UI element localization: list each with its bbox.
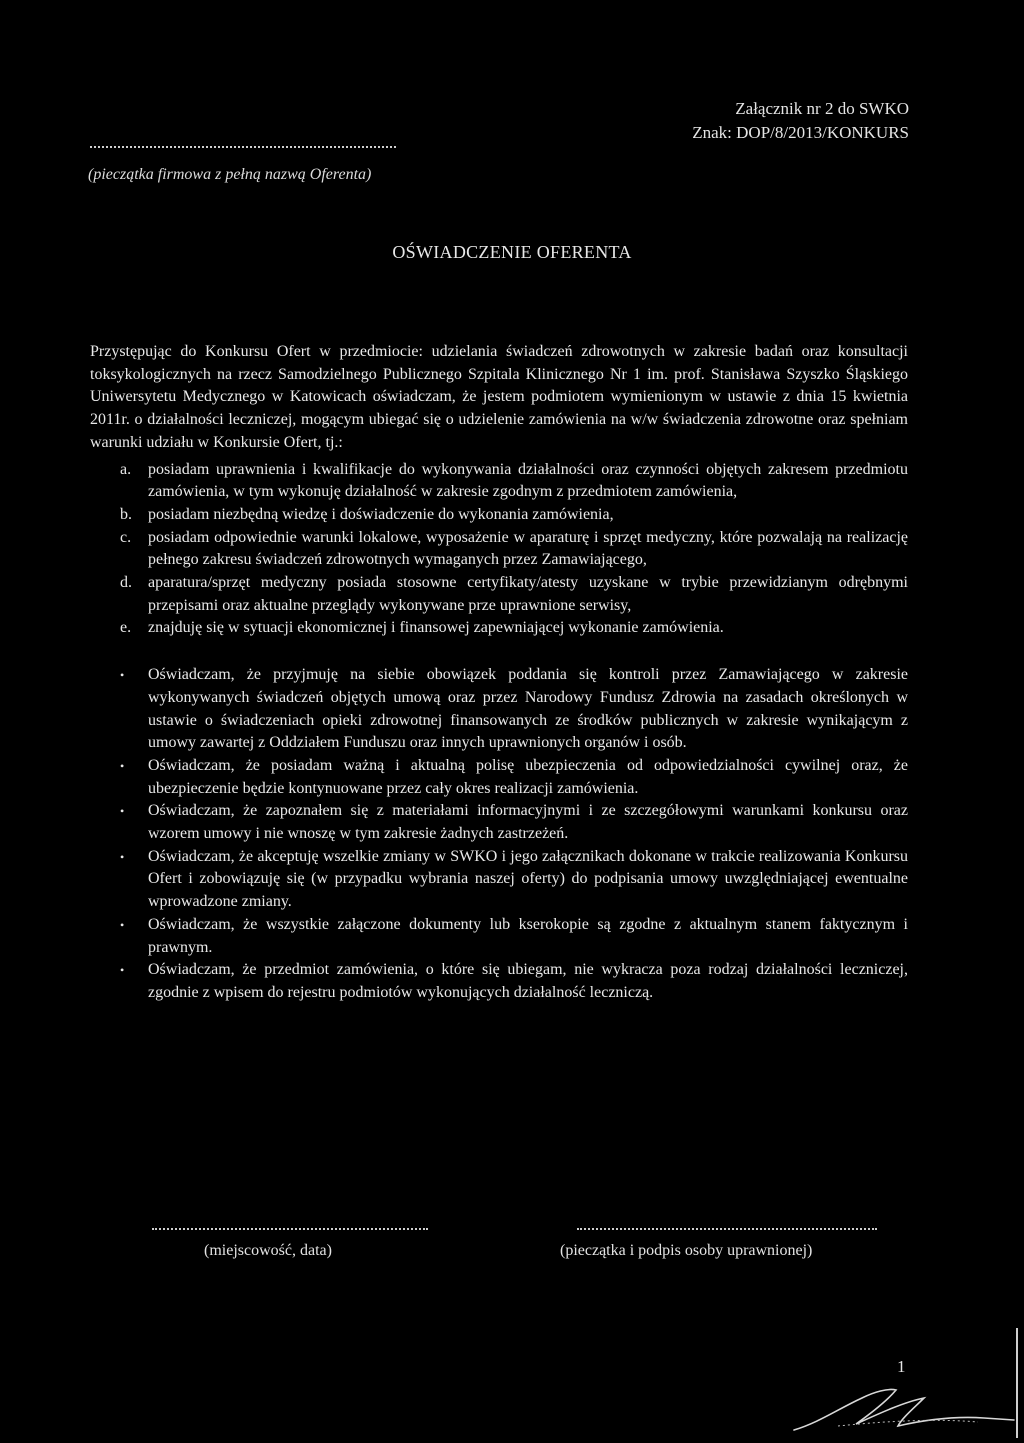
bullet-icon: • xyxy=(120,963,125,978)
list-item-text: Oświadczam, że przyjmuję na siebie obowiązek poddania się kontroli przez Zamawiającego w zakresie wykonywanych świadczeń objętych umową oraz przez Narodowy Fundusz Zdrowia na zasadach określonych w ustawie o świadczeniach opieki zdrowotnej finansowanych ze środków publicznych w zakresie wynikającym z umowy zawartej z Oddziałem Funduszu oraz innych uprawnionych organów i osób. xyxy=(148,666,908,752)
list-item-text: Oświadczam, że posiadam ważną i aktualną polisę ubezpieczenia od odpowiedzialności cywilnej oraz, że ubezpieczenie będzie kontynuowane przez cały okres realizacji zamówienia. xyxy=(148,756,908,797)
statements-list xyxy=(90,664,908,1005)
list-item-text: Oświadczam, że przedmiot zamówienia, o które się ubiegam, nie wykracza poza rodzaj działalności leczniczej, zgodnie z wpisem do rejestru podmiotów wykonujących działalność leczniczą. xyxy=(148,961,908,1001)
list-item-text: Oświadczam, że zapoznałem się z materiałami informacyjnymi i ze szczegółowymi warunkami konkursu oraz wzorem umowy i nie wnoszę w tym zakresie żadnych zastrzeżeń. xyxy=(148,802,908,843)
reference-number: Znak: DOP/8/2013/KONKURS xyxy=(692,123,909,142)
conditions-list xyxy=(90,459,908,641)
attachment-number: Załącznik nr 2 do SWKO xyxy=(735,99,909,118)
list-item xyxy=(90,914,908,959)
list-item-text: posiadam niezbędną wiedzę i doświadczenie do wykonania zamówienia, xyxy=(148,505,614,523)
page-number: 1 xyxy=(897,1357,906,1376)
list-marker: c. xyxy=(120,528,132,546)
list-marker: e. xyxy=(120,619,132,637)
list-item xyxy=(90,504,908,527)
list-item xyxy=(90,664,908,755)
list-item-text: posiadam odpowiednie warunki lokalowe, wyposażenie w aparaturę i sprzęt medyczny, które pozwalają na realizację pełnego zakresu świadczeń zdrowotnych wymaganych przez Zamawiającego, xyxy=(148,528,908,569)
document-body xyxy=(90,341,908,1005)
list-item-text: znajduję się w sytuacji ekonomicznej i finansowej zapewniającej wykonanie zamówienia. xyxy=(148,619,724,637)
list-item xyxy=(90,617,908,640)
bullet-icon: • xyxy=(120,917,125,932)
list-item-text: posiadam uprawnienia i kwalifikacje do wykonywania działalności oraz czynności objętych zakresem przedmiotu zamówienia, w tym wykonuję działalność w zakresie zgodnym z przedmiotem zamówienia, xyxy=(148,460,908,501)
list-item xyxy=(90,846,908,914)
bullet-icon: • xyxy=(120,849,125,864)
place-date-label: (miejscowość, data) xyxy=(204,1242,332,1259)
list-item xyxy=(90,755,908,800)
signature-line xyxy=(577,1228,877,1230)
bullet-icon: • xyxy=(120,758,125,773)
list-item xyxy=(90,572,908,617)
list-item xyxy=(90,959,908,1004)
bullet-icon: • xyxy=(120,804,125,819)
list-item-text: Oświadczam, że wszystkie załączone dokumenty lub kserokopie są zgodne z aktualnym stanem faktycznym i prawnym. xyxy=(148,915,908,956)
handwritten-signature-icon xyxy=(778,1368,1018,1434)
list-marker: d. xyxy=(120,574,132,592)
list-item-text: aparatura/sprzęt medyczny posiada stosowne certyfikaty/atesty uzyskane w trybie przewidzianym odrębnymi przepisami oraz aktualne przeglądy wykonywane prze uprawnione serwisy, xyxy=(148,574,908,614)
document-title: OŚWIADCZENIE OFERENTA xyxy=(392,242,632,262)
list-item xyxy=(90,527,908,572)
company-stamp-line xyxy=(90,146,396,148)
list-item xyxy=(90,800,908,845)
bullet-icon: • xyxy=(120,668,125,683)
scan-edge-mark xyxy=(1016,1328,1018,1438)
company-stamp-label: (pieczątka firmowa z pełną nazwą Oferenta) xyxy=(88,166,372,183)
document-header xyxy=(692,97,909,145)
list-marker: b. xyxy=(120,505,132,523)
intro-paragraph: Przystępując do Konkursu Ofert w przedmiocie: udzielania świadczeń zdrowotnych w zakresie badań oraz konsultacji toksykologicznych na rzecz Samodzielnego Publicznego Szpitala Klinicznego Nr 1 im. prof. Stanisława Szyszko Śląskiego Uniwersytetu Medycznego w Katowicach oświadczam, że jestem podmiotem wymienionym w ustawie z dnia 15 kwietnia 2011r. o działalności leczniczej, mogącym ubiegać się o udzielenie zamówienia na w/w świadczenia zdrowotne oraz spełniam warunki udziału w Konkursie Ofert, tj.: xyxy=(90,343,908,451)
list-item xyxy=(90,459,908,504)
place-date-line xyxy=(152,1228,428,1230)
list-marker: a. xyxy=(120,460,132,478)
signature-label: (pieczątka i podpis osoby uprawnionej) xyxy=(560,1242,813,1259)
list-item-text: Oświadczam, że akceptuję wszelkie zmiany w SWKO i jego załącznikach dokonane w trakcie realizowania Konkursu Ofert i zobowiązuję się (w przypadku wybrania naszej oferty) do podpisania umowy uwzględniającej ewentualne wprowadzone zmiany. xyxy=(148,847,908,911)
